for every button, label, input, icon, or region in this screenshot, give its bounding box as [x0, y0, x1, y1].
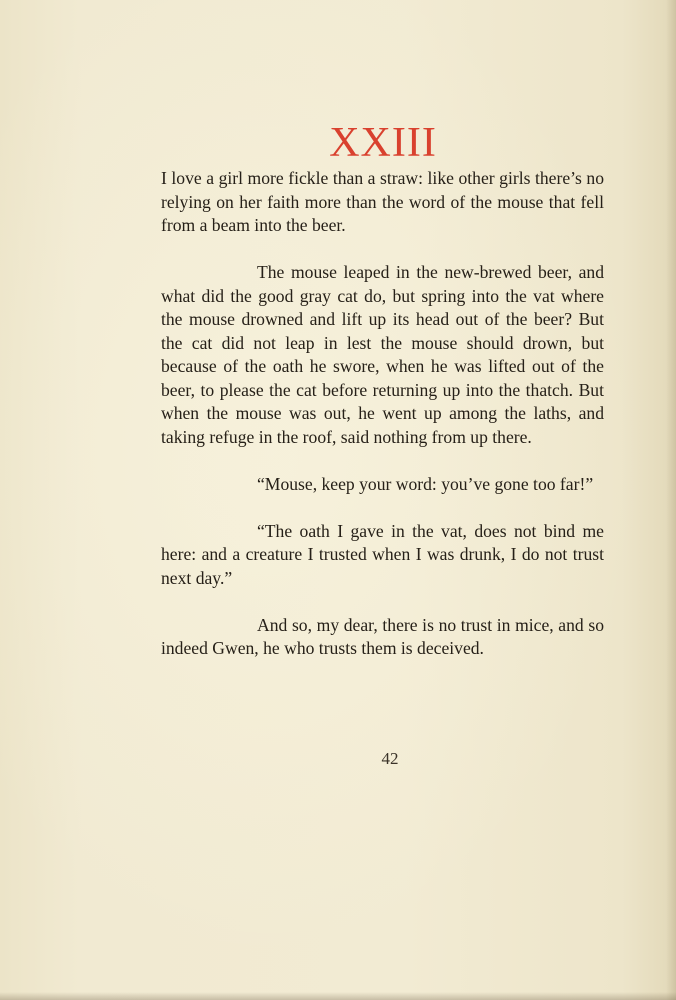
paragraph-3: “Mouse, keep your word: you’ve gone too far!”: [257, 473, 594, 494]
paragraph-1: I love a girl more fickle than a straw: like other girls there’s no relying on her faith more than the word of the mouse that fell from a beam into the beer.: [161, 168, 604, 235]
body-text: [161, 167, 604, 661]
paragraph-2: The mouse leaped in the new-brewed beer, and what did the good gray cat do, but spring into the vat where the mouse drowned and lift up its head out of the beer? But the cat did not leap in lest the mouse should drown, but because of the oath he swore, when he was lifted out of the beer, to please the cat before returning up into the thatch. But when the mouse was out, he went up among the laths, and taking refuge in the roof, said nothing from up there.: [161, 262, 604, 447]
page-bottom-edge: [0, 992, 676, 1000]
paragraph-5: And so, my dear, there is no trust in mice, and so indeed Gwen, he who trusts them is deceived.: [161, 614, 604, 658]
paragraph-4: “The oath I gave in the vat, does not bind me here: and a creature I trusted when I was drunk, I do not trust next day.”: [161, 520, 604, 588]
chapter-heading: XXIII: [329, 120, 437, 166]
page-number: 42: [381, 749, 399, 768]
